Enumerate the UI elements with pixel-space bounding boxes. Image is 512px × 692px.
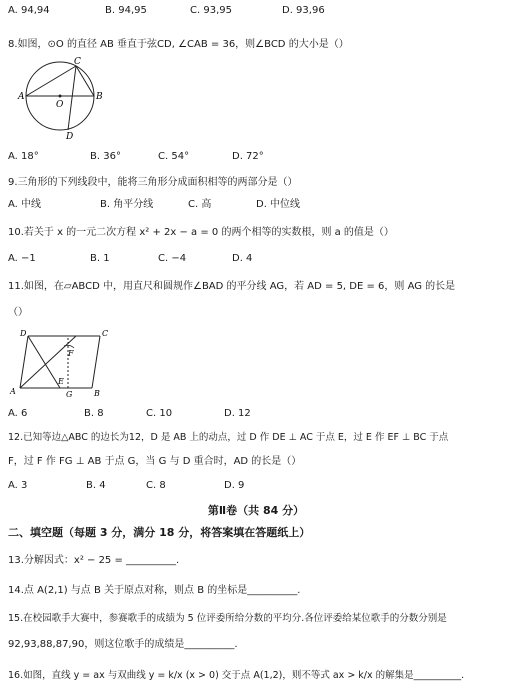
q8-option-d: D. 72° (232, 151, 264, 162)
q9-stem: 9.三角形的下列线段中，能将三角形分成面积相等的两部分是（） (8, 177, 298, 188)
q11-option-c: C. 10 (146, 408, 173, 419)
q12-stem-line1: 12.已知等边△ABC 的边长为12，D 是 AB 上的动点，过 D 作 DE ⊥ AC 于点 E，过 E 作 EF ⊥ BC 于点 (8, 432, 449, 443)
q12-stem-line2: F，过 F 作 FG ⊥ AB 于点 G，当 G 与 D 重合时，AD 的长是（） (8, 456, 302, 467)
q9-option-d: D. 中位线 (256, 199, 301, 210)
q8-label-o: O (56, 100, 64, 110)
q8-stem: 8.如图，⊙O 的直径 AB 垂直于弦CD, ∠CAB = 36，则∠BCD 的大小是（） (8, 39, 349, 50)
q11-label-d: D (20, 329, 27, 338)
q12-option-b: B. 4 (86, 480, 106, 491)
q9-option-a: A. 中线 (8, 199, 42, 210)
q7-option-b: B. 94,95 (105, 5, 147, 16)
q8-label-b: B (96, 92, 103, 102)
q8-label-c: C (74, 57, 81, 67)
section2-heading: 二、填空题（每题 3 分，满分 18 分，将答案填在答题纸上） (8, 526, 311, 539)
q11-label-b: B (94, 389, 100, 398)
q9-option-c: C. 高 (188, 199, 212, 210)
q7-option-a: A. 94,94 (8, 5, 50, 16)
q15-line2: 92,93,88,87,90，则这位歌手的成绩是__________. (8, 639, 238, 650)
q11-option-b: B. 8 (84, 408, 104, 419)
q10-option-d: D. 4 (232, 253, 253, 264)
q8-circle-figure (16, 55, 106, 140)
q11-option-a: A. 6 (8, 408, 28, 419)
q11-option-d: D. 12 (224, 408, 251, 419)
part2-title: 第Ⅱ卷（共 84 分） (207, 504, 305, 517)
q7-option-c: C. 93,95 (190, 5, 232, 16)
q12-option-d: D. 9 (224, 480, 245, 491)
q8-label-a: A (18, 92, 25, 102)
q14-text: 14.点 A(2,1) 与点 B 关于原点对称，则点 B 的坐标是__________. (8, 585, 301, 596)
q8-option-a: A. 18° (8, 151, 39, 162)
q11-label-a: A (10, 387, 16, 396)
q11-label-g: G (66, 390, 73, 398)
q12-option-c: C. 8 (146, 480, 166, 491)
q11-parallelogram-figure (8, 326, 116, 398)
q13-text: 13.分解因式：x² − 25 = __________. (8, 555, 180, 566)
q8-option-c: C. 54° (158, 151, 190, 162)
q11-paren: （） (8, 307, 28, 318)
q11-label-e: E (58, 377, 64, 386)
q12-option-a: A. 3 (8, 480, 28, 491)
q9-option-b: B. 角平分线 (100, 199, 154, 210)
q11-stem: 11.如图，在▱ABCD 中，用直尺和圆规作∠BAD 的平分线 AG，若 AD = 5, DE = 6，则 AG 的长是 (8, 281, 456, 292)
q15-line1: 15.在校园歌手大赛中，参赛歌手的成绩为 5 位评委所给分数的平均分.各位评委给某位歌手的分数分别是 (8, 613, 447, 624)
q10-option-b: B. 1 (90, 253, 110, 264)
q8-option-b: B. 36° (90, 151, 121, 162)
q10-option-a: A. −1 (8, 253, 36, 264)
q11-label-f: F (68, 349, 74, 358)
q10-option-c: C. −4 (158, 253, 187, 264)
q10-stem: 10.若关于 x 的一元二次方程 x² + 2x − a = 0 的两个相等的实数根，则 a 的值是（） (8, 227, 394, 238)
q11-label-c: C (102, 329, 109, 338)
q16-text: 16.如图，直线 y = ax 与双曲线 y = k/x (x > 0) 交于点 A(1,2)，则不等式 ax > k/x 的解集是__________. (8, 670, 465, 681)
q7-option-d: D. 93,96 (282, 5, 325, 16)
q8-label-d: D (66, 132, 74, 140)
